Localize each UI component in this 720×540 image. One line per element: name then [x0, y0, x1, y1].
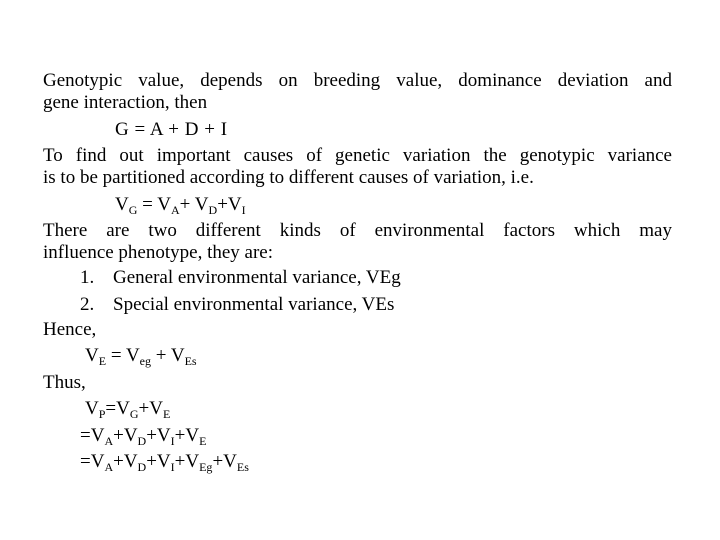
- list-number: 1.: [80, 267, 95, 288]
- equation-g: G = A + D + I: [115, 119, 228, 140]
- paragraph-1-line-2: gene interaction, then: [43, 92, 208, 113]
- paragraph-3-line-2: influence phenotype, they are:: [43, 242, 274, 263]
- hence-label: Hence,: [43, 319, 97, 340]
- equation-line-3: $=V_A+V_D+V_I+V_{Eg}+V_{Es}$: [80, 451, 249, 474]
- paragraph-2-line-2: is to be partitioned according to different causes of variation, i.e.: [43, 167, 534, 188]
- paragraph-3-line-1: There are two different kinds of environmental factors which may: [43, 220, 672, 241]
- paragraph-1-line-1: Genotypic value, depends on breeding value, dominance deviation and: [43, 70, 672, 91]
- equation-ve: $V_E = V_{eg} + V_{Es}$: [85, 345, 197, 368]
- thus-label: Thus,: [43, 372, 86, 393]
- equation-vp: $V_P=V_G+V_E$: [85, 398, 171, 421]
- list-number: 2.: [80, 294, 95, 315]
- equation-vg: $V_G = V_A+ V_D+V_I$: [115, 194, 246, 217]
- list-item-2: [80, 294, 394, 316]
- list-item-text: General environmental variance, VEg: [113, 267, 401, 288]
- paragraph-2-line-1: To find out important causes of genetic variation the genotypic variance: [43, 145, 672, 166]
- equation-line-2: $=V_A+V_D+V_I+V_E$: [80, 425, 207, 448]
- list-item-text: Special environmental variance, VEs: [113, 294, 395, 315]
- list-item-1: [80, 267, 401, 289]
